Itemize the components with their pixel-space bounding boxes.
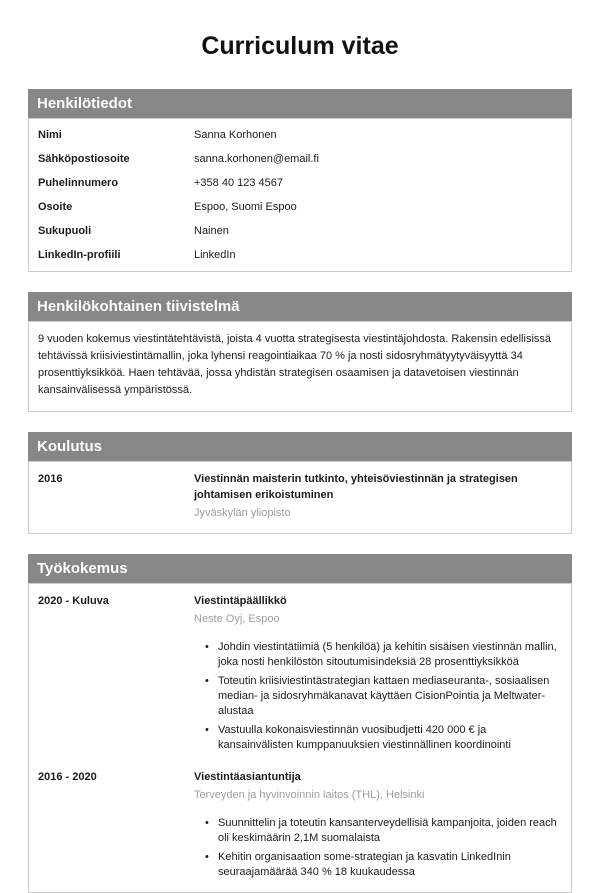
field-row-linkedin [38, 243, 562, 267]
experience-box [28, 583, 572, 893]
field-row-address [38, 195, 562, 219]
personal-info-box [28, 118, 572, 272]
experience-period: 2016 - 2020 [38, 770, 97, 783]
field-row-email [38, 147, 562, 171]
experience-job-title: Viestintäpäällikkö [194, 594, 287, 607]
section-header-summary: Henkilökohtainen tiivistelmä [28, 292, 572, 321]
experience-bullet: • Vastuulla kokonaisviestinnän vuosibudjetti 420 000 € ja kansainvälisten kumppanuuksien viestinnällinen koordinointi [205, 723, 562, 753]
field-value: Sanna Korhonen [194, 128, 277, 141]
experience-entry [38, 769, 562, 880]
field-value: Espoo, Suomi Espoo [194, 200, 297, 213]
personal-fields [29, 119, 571, 271]
section-header-education: Koulutus [28, 432, 572, 461]
summary-box [28, 321, 572, 412]
experience-bullet: • Suunnittelin ja toteutin kansanterveydellisiä kampanjoita, joiden reach oli keskimäärin 2,1M suomalaista [205, 816, 562, 846]
field-label: Nimi [38, 128, 62, 141]
experience-bullet: • Johdin viestintätiimiä (5 henkilöä) ja kehitin sisäisen viestinnän mallin, joka nosti henkilöstön sitoutumisindeksiä 28 prosenttiyksikköä [205, 640, 562, 670]
education-institution: Jyväskylän yliopisto [194, 506, 291, 519]
field-value: LinkedIn [194, 248, 236, 261]
page-title: Curriculum vitae [201, 32, 399, 60]
field-label: Sukupuoli [38, 224, 92, 237]
education-box [28, 461, 572, 534]
field-label: Puhelinnumero [38, 176, 119, 189]
field-row-name [38, 123, 562, 147]
summary-text: 9 vuoden kokemus viestintätehtävistä, joista 4 vuotta strategisesta viestintäjohdosta. Rakensin edellisissä tehtävissä kriisiviestintämallin, joka lyhensi reagointiaikaa 70 % ja nosti sidosryhmätyytyväisyyttä 34 prosenttiyksikköä. Haen tehtävää, jossa yhdistän strategisen osaamisen ja datavetoisen viestinnän kansainvälisessä ympäristössä. [38, 332, 552, 396]
experience-bullet: • Toteutin kriisiviestintästrategian kattaen mediaseuranta-, sosiaalisen median- ja sidosryhmäkanavat käyttäen CisionPointia ja Meltwater-alustaa [205, 674, 562, 719]
experience-job-title: Viestintäasiantuntija [194, 770, 301, 783]
experience-entry [38, 593, 562, 753]
field-value: +358 40 123 4567 [194, 176, 284, 189]
education-degree: Viestinnän maisterin tutkinto, yhteisöviestinnän ja strategisen johtamisen erikoistuminen [194, 472, 518, 501]
experience-period: 2020 - Kuluva [38, 594, 109, 607]
section-summary [28, 292, 572, 412]
field-label: Osoite [38, 200, 73, 213]
field-value: sanna.korhonen@email.fi [194, 152, 319, 165]
education-entry [38, 471, 562, 521]
experience-organization: Neste Oyj, Espoo [194, 612, 280, 625]
field-value: Nainen [194, 224, 229, 237]
experience-organization: Terveyden ja hyvinvoinnin laitos (THL), Helsinki [194, 788, 425, 801]
experience-details [194, 769, 562, 880]
experience-bullets [194, 640, 562, 753]
education-details [194, 471, 562, 521]
field-row-gender [38, 219, 562, 243]
field-label: Sähköpostiosoite [38, 152, 130, 165]
section-personal [28, 89, 572, 272]
section-experience [28, 554, 572, 893]
section-header-personal: Henkilötiedot [28, 89, 572, 118]
education-period: 2016 [38, 472, 63, 485]
experience-bullet: • Kehitin organisaation some-strategian ja kasvatin LinkedInin seuraajamäärää 340 % 18 kuukaudessa [205, 850, 562, 880]
field-label: LinkedIn-profiili [38, 248, 121, 261]
section-education [28, 432, 572, 534]
field-row-phone [38, 171, 562, 195]
section-header-experience: Työkokemus [28, 554, 572, 583]
experience-details [194, 593, 562, 753]
